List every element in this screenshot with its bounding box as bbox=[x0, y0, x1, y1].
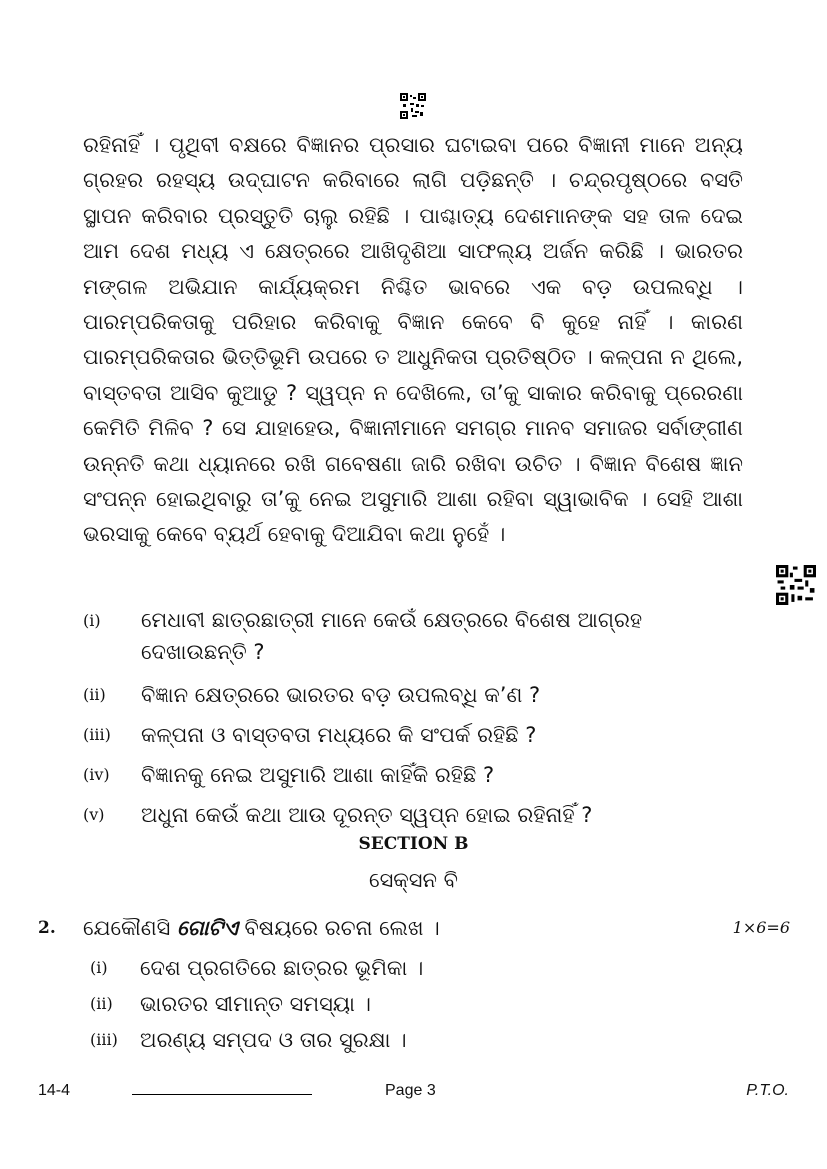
question-text: ଅଧୁନା କେଉଁ କଥା ଆଉ ଦୂରନ୍ତ ସ୍ୱପ୍ନ ହୋଇ ରହିନାହିଁ ? bbox=[141, 803, 593, 827]
question-2-marks: 1×6=6 bbox=[732, 918, 790, 937]
question-2-text-before: ଯେକୌଣସି bbox=[83, 916, 171, 940]
question-item bbox=[83, 798, 743, 832]
section-title-odia: ସେକ୍ସନ ବି bbox=[369, 868, 458, 892]
question-text: ବିଜ୍ଞାନକୁ ନେଇ ଅସୁମାରି ଆଶା କାହିଁକି ରହିଛି ? bbox=[141, 763, 495, 787]
pto-label: P.T.O. bbox=[746, 1082, 789, 1099]
question-2-text-after: ବିଷୟରେ ରଚନା ଲେଖ । bbox=[244, 916, 440, 940]
question-number: (iv) bbox=[83, 765, 110, 784]
topic-item bbox=[90, 1025, 690, 1055]
section-title: SECTION B bbox=[358, 834, 469, 854]
topic-text: ଅରଣ୍ୟ ସମ୍ପଦ ଓ ତାର ସୁରକ୍ଷା । bbox=[140, 1028, 407, 1052]
question-number: (iii) bbox=[83, 725, 111, 744]
footer-divider bbox=[132, 1094, 312, 1095]
topic-item bbox=[90, 989, 690, 1019]
topic-number: (iii) bbox=[90, 1030, 118, 1049]
topic-item bbox=[90, 953, 690, 983]
topic-number: (i) bbox=[90, 958, 108, 977]
comprehension-questions bbox=[83, 604, 743, 838]
question-text: ମେଧାବୀ ଛାତ୍ରଛାତ୍ରୀ ମାନେ କେଉଁ କ୍ଷେତ୍ରରେ ବିଶେଷ ଆଗ୍ରହ ଦେଖାଉଛନ୍ତି ? bbox=[141, 608, 643, 664]
essay-topics bbox=[90, 953, 690, 1061]
question-2 bbox=[38, 910, 790, 946]
question-item bbox=[83, 678, 743, 712]
passage-text: ରହିନାହିଁ । ପୃଥିବୀ ବକ୍ଷରେ ବିଜ୍ଞାନର ପ୍ରସାର ଘଟାଇବା ପରେ ବିଜ୍ଞାନୀ ମାନେ ଅନ୍ୟ ଗ୍ରହର ରହସ୍ୟ ଉଦ୍‌ଘାଟନ କରିବାରେ ଲାଗି ପଡ଼ିଛନ୍ତି । ଚନ୍ଦ୍ରପୃଷ୍ଠରେ ବସତି ସ୍ଥାପନ କରିବାର ପ୍ରସ୍ତୁତି ଚାଲୁ ରହିଛି । ପାଶ୍ଚାତ୍ୟ ଦେଶମାନଙ୍କ ସହ ତାଳ ଦେଇ ଆମ ଦେଶ ମଧ୍ୟ ଏ କ୍ଷେତ୍ରରେ ଆଖିଦୃଶିଆ ସାଫଲ୍ୟ ଅର୍ଜନ କରିଛି । ଭାରତର ମଙ୍ଗଳ ଅଭିଯାନ କାର୍ଯ୍ୟକ୍ରମ ନିଶ୍ଚିତ ଭାବରେ ଏକ ବଡ଼ ଉପଲବ୍ଧି । ପାରମ୍ପରିକତାକୁ ପରିହାର କରିବାକୁ ବିଜ୍ଞାନ କେବେ ବି କୁହେ ନାହିଁ । କାରଣ ପାରମ୍ପରିକତାର ଭିତ୍ତିଭୂମି ଉପରେ ତ ଆଧୁନିକତା ପ୍ରତିଷ୍ଠିତ । କଳ୍ପନା ନ ଥିଲେ, ବାସ୍ତବତା ଆସିବ କୁଆଡୁ ? ସ୍ୱପ୍ନ ନ ଦେଖିଲେ, ତା’କୁ ସାକାର କରିବାକୁ ପ୍ରେରଣା କେମିତି ମିଳିବ ? ସେ ଯାହାହେଉ, ବିଜ୍ଞାନୀମାନେ ସମଗ୍ର ମାନବ ସମାଜର ସର୍ବାଙ୍ଗୀଣ ଉନ୍ନତି କଥା ଧ୍ୟାନରେ ରଖି ଗବେଷଣା ଜାରି ରଖିବା ଉଚିତ । ବିଜ୍ଞାନ ବିଶେଷ ଜ୍ଞାନ ସଂପନ୍ନ ହୋଇଥିବାରୁ ତା’କୁ ନେଇ ଅସୁମାରି ଆଶା ରହିବା ସ୍ୱାଭାବିକ । ସେହି ଆଶା ଭରସାକୁ କେବେ ବ୍ୟର୍ଥ ହେବାକୁ ଦିଆଯିବା କଥା ନୁହେଁ । bbox=[83, 133, 743, 547]
topic-number: (ii) bbox=[90, 994, 113, 1013]
page-number: Page 3 bbox=[385, 1082, 436, 1099]
question-2-text bbox=[83, 910, 721, 946]
question-text: କଳ୍ପନା ଓ ବାସ୍ତବତା ମଧ୍ୟରେ କି ସଂପର୍କ ରହିଛି ? bbox=[141, 723, 537, 747]
paper-code: 14-4 bbox=[38, 1082, 71, 1099]
question-item bbox=[83, 758, 743, 792]
qr-code-top bbox=[400, 93, 426, 119]
question-2-emphasis: ଗୋଟିଏ bbox=[177, 916, 238, 940]
question-item bbox=[83, 718, 743, 752]
question-number: (i) bbox=[83, 611, 101, 630]
topic-text: ଦେଶ ପ୍ରଗତିରେ ଛାତ୍ରର ଭୂମିକା । bbox=[140, 956, 424, 980]
qr-code-side bbox=[776, 565, 816, 605]
question-2-number: 2. bbox=[38, 918, 56, 938]
question-number: (ii) bbox=[83, 685, 106, 704]
question-item bbox=[83, 604, 743, 668]
topic-text: ଭାରତର ସୀମାନ୍ତ ସମସ୍ୟା । bbox=[140, 992, 372, 1016]
question-text: ବିଜ୍ଞାନ କ୍ଷେତ୍ରରେ ଭାରତର ବଡ଼ ଉପଲବ୍ଧି କ’ଣ ? bbox=[141, 683, 541, 707]
page-footer bbox=[0, 1080, 827, 1110]
question-number: (v) bbox=[83, 805, 105, 824]
